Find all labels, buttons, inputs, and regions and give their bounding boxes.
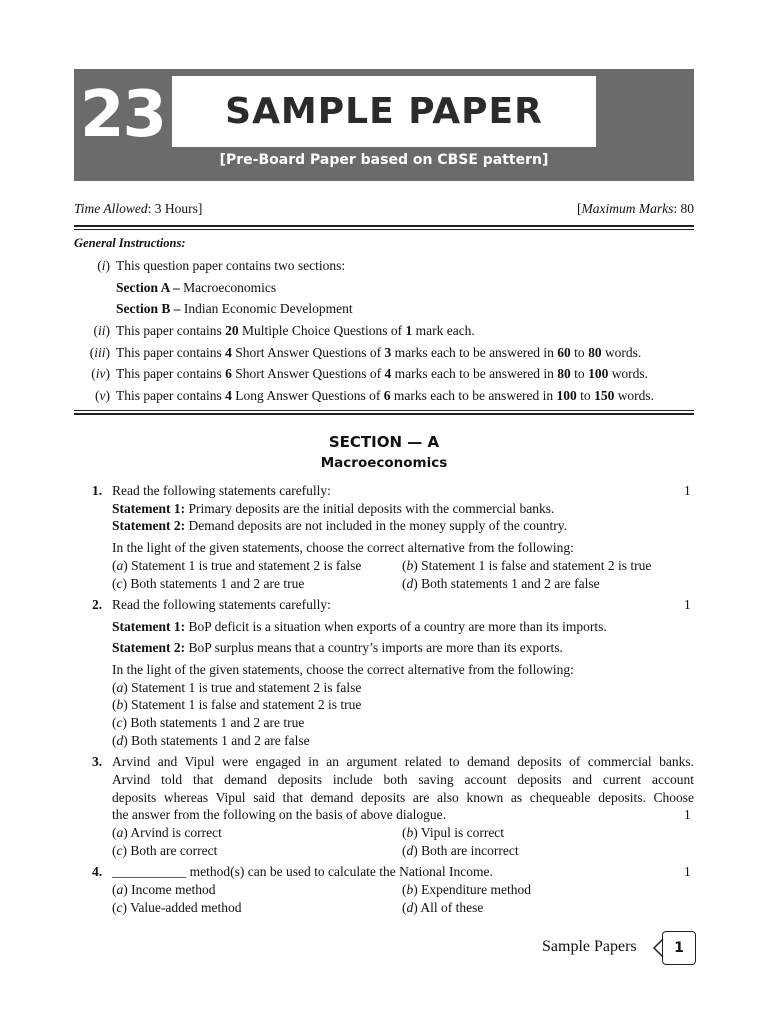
title-banner [74,69,694,181]
option-item: (c) Both statements 1 and 2 are true [112,576,305,591]
option-item: (a) Arvind is correct [112,825,222,840]
time-allowed: Time Allowed: 3 Hours] [74,201,203,216]
option-item: (b) Vipul is correct [402,825,505,840]
section-subheading: Macroeconomics [320,455,448,471]
option-item: (a) Income method [112,882,216,897]
question-number: 2. [92,597,103,612]
question-prompt: In the light of the given statements, choose the correct alternative from the following: [112,540,574,555]
option-item: (d) Both statements 1 and 2 are false [112,733,310,748]
option-item: (d) Both are incorrect [402,843,519,858]
section-heading: SECTION — A [328,433,440,451]
general-instructions-title: General Instructions: [74,236,186,250]
option-item: (c) Both statements 1 and 2 are true [112,715,305,730]
statement-line: Statement 2: Demand deposits are not included in the money supply of the country. [112,518,568,533]
option-item: (b) Expenditure method [402,882,531,897]
divider-top [74,225,694,227]
question-text-line: Arvind told that demand deposits include both saving account deposits and current account [112,772,694,787]
divider-mid-thin [74,410,694,411]
section-a-line: Section A – Macroeconomics [116,280,277,295]
option-item: (b) Statement 1 is false and statement 2 is true [402,558,652,573]
title-box [172,76,596,147]
question-marks: 1 [684,864,691,879]
question-marks: 1 [684,483,691,498]
option-item: (a) Statement 1 is true and statement 2 is false [112,680,362,695]
option-item: (d) All of these [402,900,484,915]
paper-subtitle: [Pre-Board Paper based on CBSE pattern] [219,152,549,168]
paper-title: SAMPLE PAPER [225,91,543,132]
option-item: (c) Both are correct [112,843,218,858]
question-text-line: deposits whereas Vipul said that demand deposits are also known as chequeable deposits. Choose [112,790,694,805]
question-stem: Read the following statements carefully: [112,597,331,612]
option-item: (b) Statement 1 is false and statement 2 is true [112,697,362,712]
statement-line: Statement 1: Primary deposits are the initial deposits with the commercial banks. [112,501,555,516]
question-stem: ___________ method(s) can be used to calculate the National Income. [112,864,493,879]
question-text-line: the answer from the following on the basis of above dialogue. [112,807,447,822]
option-item: (c) Value-added method [112,900,242,915]
paper-number: 23 [80,78,166,152]
footer-label: Sample Papers [542,938,637,955]
statement-line: Statement 2: BoP surplus means that a country’s imports are more than its exports. [112,640,563,655]
page-number: 1 [674,940,684,956]
statement-line: Statement 1: BoP deficit is a situation when exports of a country are more than its imports. [112,619,607,634]
question-marks: 1 [684,597,691,612]
section-b-line: Section B – Indian Economic Development [116,301,353,316]
question-number: 3. [92,754,103,769]
page-number-box [662,931,696,965]
question-prompt: In the light of the given statements, choose the correct alternative from the following: [112,662,574,677]
question-number: 1. [92,483,103,498]
answer-blank: ___________ [112,864,187,879]
divider-top-thin [74,229,694,230]
question-marks: 1 [684,807,691,822]
option-item: (d) Both statements 1 and 2 are false [402,576,600,591]
maximum-marks: [Maximum Marks: 80 [577,201,694,216]
question-number: 4. [92,864,103,879]
question-stem: Read the following statements carefully: [112,483,331,498]
option-item: (a) Statement 1 is true and statement 2 is false [112,558,362,573]
divider-mid [74,413,694,415]
question-text-line: Arvind and Vipul were engaged in an argument related to demand deposits of commercial banks. [112,754,694,769]
